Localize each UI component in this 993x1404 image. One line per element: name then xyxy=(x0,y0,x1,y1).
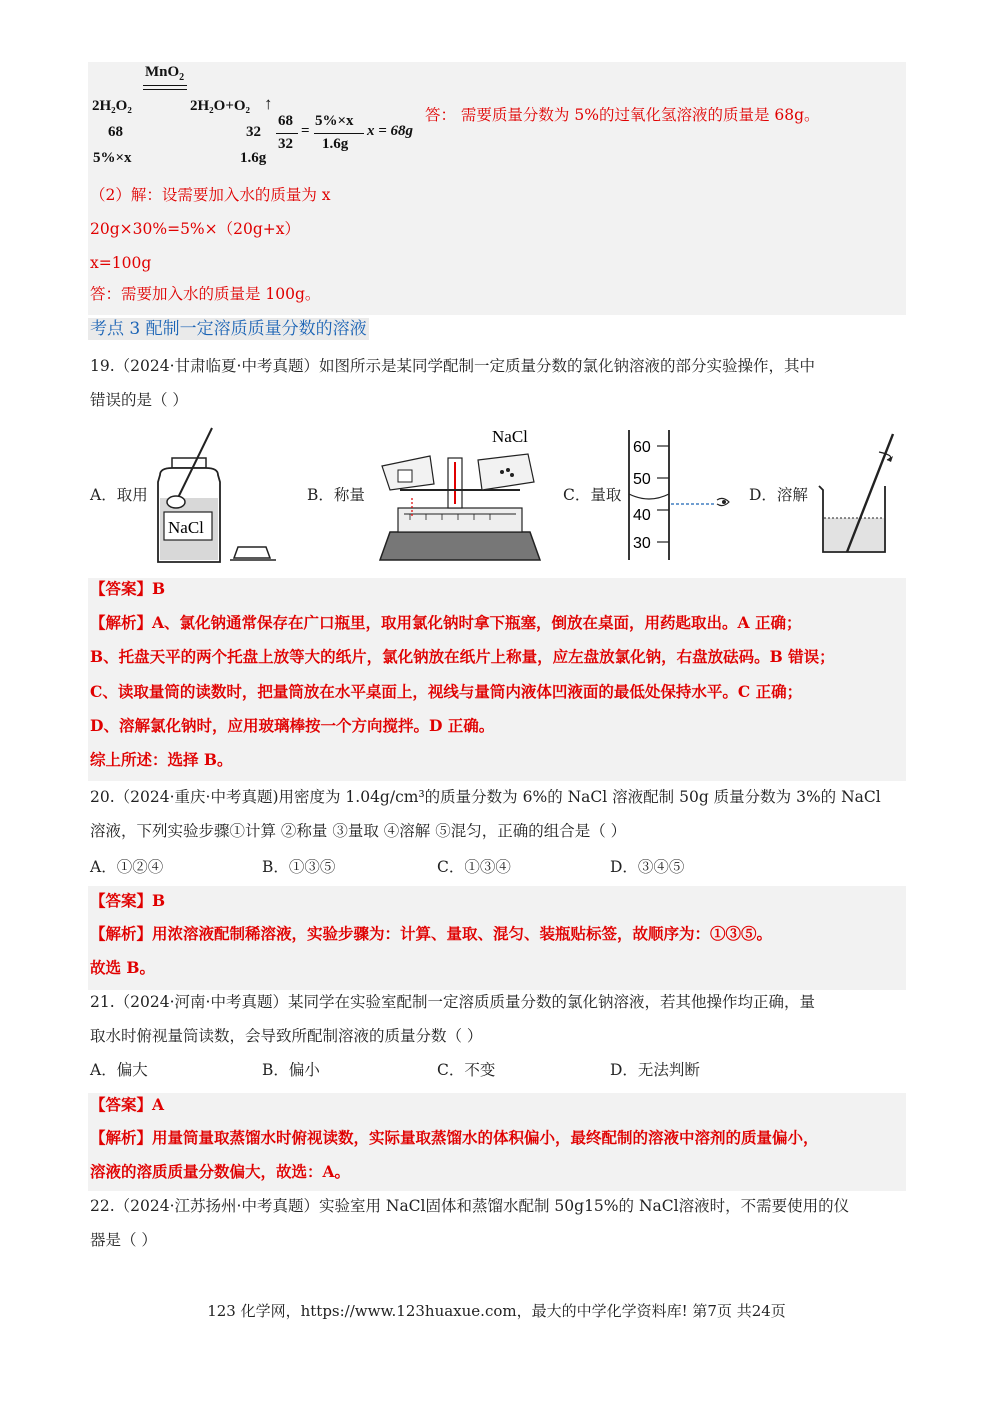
cylinder-illustration xyxy=(625,420,735,570)
cylinder-tick-30: 30 xyxy=(633,535,651,552)
q21-explanation-1: 【解析】用量筒量取蒸馏水时俯视读数，实际量取蒸馏水的体积偏小，最终配制的溶液中溶剂的质量偏小， xyxy=(90,1128,819,1147)
q19-explanation-3: C、读取量筒的读数时，把量筒放在水平桌面上，视线与量筒内液体凹液面的最低处保持水平。C 正确； xyxy=(90,682,803,701)
equals-line-1 xyxy=(143,85,187,86)
q21-stem-line-2: 取水时俯视量筒读数，会导致所配制溶液的质量分数（ ） xyxy=(90,1027,483,1045)
q19-option-b: B．称量 xyxy=(307,486,365,504)
cylinder-tick-50: 50 xyxy=(633,471,651,488)
sol2-line-3: x=100g xyxy=(90,254,152,272)
q19-explanation-2: B、托盘天平的两个托盘上放等大的纸片，氯化钠放在纸片上称量，应左盘放氯化钠，右盘放砝码。B 错误； xyxy=(90,647,835,666)
q19-option-a: A．取用 xyxy=(90,486,148,504)
cylinder-tick-60: 60 xyxy=(633,439,651,456)
molar-mass-right: 32 xyxy=(246,124,261,140)
gas-arrow: ↑ xyxy=(264,94,273,113)
q20-explanation-2: 故选 B。 xyxy=(90,958,155,977)
jar-illustration xyxy=(150,420,290,570)
beaker-illustration xyxy=(815,420,905,570)
sol2-line-4: 答：需要加入水的质量是 100g。 xyxy=(90,285,321,303)
q21-option-d: D．无法判断 xyxy=(610,1061,700,1079)
q21-option-a: A．偏大 xyxy=(90,1061,148,1079)
equals-line-2 xyxy=(143,89,187,90)
jar-label: NaCl xyxy=(168,518,204,537)
q19-option-d: D．溶解 xyxy=(749,486,808,504)
reactant: 2H₂O₂ xyxy=(92,98,132,114)
catalyst-label: MnO$_2$ xyxy=(145,64,185,83)
q20-stem-line-1: 20.（2024·重庆·中考真题)用密度为 1.04g/cm³的质量分数为 6%的 NaCl 溶液配制 50g 质量分数为 3%的 NaCl xyxy=(90,788,881,806)
q19-explanation-5: 综上所述：选择 B。 xyxy=(90,750,233,769)
q21-answer: 【答案】A xyxy=(90,1095,165,1114)
product: 2H₂O+O₂ xyxy=(190,98,251,114)
equation-answer: 答： 需要质量分数为 5%的过氧化氢溶液的质量是 68g。 xyxy=(425,106,820,124)
fraction-b-bar xyxy=(314,133,364,134)
q19-stem-line-2: 错误的是（ ） xyxy=(90,391,188,409)
equals-sign: = xyxy=(301,123,310,139)
q22-stem-line-2: 器是（ ） xyxy=(90,1231,157,1249)
sol2-line-1: （2）解：设需要加入水的质量为 x xyxy=(90,186,331,204)
q20-option-c: C．①③④ xyxy=(437,858,511,876)
fraction-b-numerator: 5%×x xyxy=(315,113,354,129)
q19-option-c: C．量取 xyxy=(563,486,622,504)
q21-option-b: B．偏小 xyxy=(262,1061,320,1079)
q21-stem-line-1: 21.（2024·河南·中考真题）某同学在实验室配制一定溶质质量分数的氯化钠溶液，若其他操作均正确，量 xyxy=(90,993,815,1011)
q21-explanation-2: 溶液的溶质质量分数偏大，故选：A。 xyxy=(90,1162,351,1181)
equation-result: x = 68g xyxy=(367,123,414,139)
q19-explanation-1: 【解析】A、氯化钠通常保存在广口瓶里，取用氯化钠时拿下瓶塞，倒放在桌面，用药匙取出。A 正确； xyxy=(90,613,802,632)
cylinder-tick-40: 40 xyxy=(633,507,651,524)
balance-label: NaCl xyxy=(492,427,528,446)
q20-option-d: D．③④⑤ xyxy=(610,858,685,876)
q21-option-c: C．不变 xyxy=(437,1061,496,1079)
q20-explanation-1: 【解析】用浓溶液配制稀溶液，实验步骤为：计算、量取、混匀、装瓶贴标签，故顺序为：①③⑤。 xyxy=(90,924,773,943)
q19-answer: 【答案】B xyxy=(90,579,166,598)
balance-illustration xyxy=(370,420,555,570)
section-heading: 考点 3 配制一定溶质质量分数的溶液 xyxy=(90,319,367,339)
q20-answer: 【答案】B xyxy=(90,891,166,910)
page-footer: 123 化学网，https://www.123huaxue.com，最大的中学化学资料库! 第7页 共24页 xyxy=(207,1302,786,1320)
q20-stem-line-2: 溶液，下列实验步骤①计算 ②称量 ③量取 ④溶解 ⑤混匀，正确的组合是（ ） xyxy=(90,822,627,840)
fraction-a-bar xyxy=(276,133,298,134)
value-left: 5%×x xyxy=(93,150,132,166)
q19-explanation-4: D、溶解氯化钠时，应用玻璃棒按一个方向搅拌。D 正确。 xyxy=(90,716,495,735)
q20-option-b: B．①③⑤ xyxy=(262,858,336,876)
q22-stem-line-1: 22.（2024·江苏扬州·中考真题）实验室用 NaCl固体和蒸馏水配制 50g15%的 NaCl溶液时，不需要使用的仪 xyxy=(90,1197,850,1215)
q19-stem-line-1: 19.（2024·甘肃临夏·中考真题）如图所示是某同学配制一定质量分数的氯化钠溶液的部分实验操作，其中 xyxy=(90,357,815,375)
molar-mass-left: 68 xyxy=(108,124,123,140)
sol2-line-2: 20g×30%=5%×（20g+x） xyxy=(90,220,301,238)
fraction-b-denominator: 1.6g xyxy=(322,136,349,152)
q20-option-a: A．①②④ xyxy=(90,858,164,876)
fraction-a-numerator: 68 xyxy=(278,113,293,129)
value-right: 1.6g xyxy=(240,150,267,166)
fraction-a-denominator: 32 xyxy=(278,136,293,152)
